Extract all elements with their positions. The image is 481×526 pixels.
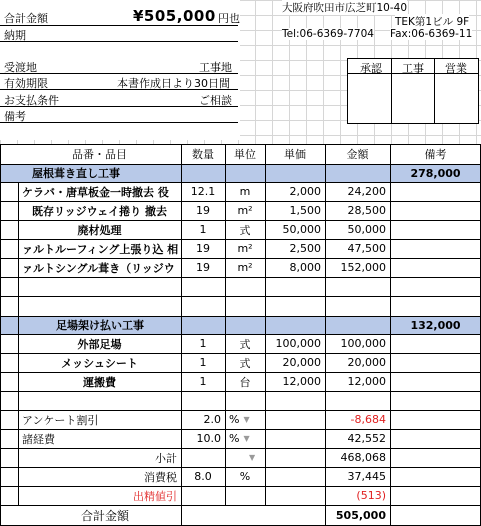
item-price[interactable]: 1,500: [289, 204, 321, 217]
stamp-approve-label: 承認: [360, 62, 382, 75]
dropdown-arrow-icon[interactable]: ▼: [243, 434, 250, 443]
item-qty[interactable]: 1: [199, 375, 207, 388]
item-name[interactable]: 外部足場: [77, 337, 122, 351]
item-name[interactable]: メッシュシート: [61, 356, 138, 370]
grand-total-label: 合計金額: [80, 509, 129, 523]
quote-info-panel: [0, 0, 240, 140]
remarks-label: 備考: [4, 110, 26, 123]
col-header-item: 品番・品目: [72, 148, 127, 161]
company-fax: Fax:06-6369-11: [390, 28, 473, 40]
estimate-table: [0, 144, 481, 526]
item-price[interactable]: 2,500: [289, 242, 321, 255]
item-amount: 50,000: [347, 223, 386, 236]
item-unit[interactable]: m²: [237, 261, 253, 274]
dropdown-arrow-icon[interactable]: ▼: [249, 453, 256, 462]
col-header-unit: 単位: [234, 148, 256, 161]
company-address-1: 大阪府吹田市広芝町10-40: [282, 2, 408, 14]
section-total-scaffold: 132,000: [410, 318, 461, 332]
special-discount-amount[interactable]: (513): [356, 489, 386, 502]
subtotal-amount: 468,068: [340, 451, 386, 464]
item-qty[interactable]: 1: [199, 223, 207, 236]
special-discount-label: 出精値引: [133, 489, 177, 503]
survey-discount-amount: -8,684: [350, 413, 386, 426]
item-name[interactable]: 廃材処理: [77, 223, 122, 237]
company-address-2: TEK第1ビル 9F: [395, 16, 470, 28]
approval-stamp-grid: [347, 58, 479, 124]
delivery-label: 納期: [4, 29, 26, 42]
validity-value: 本書作成日より30日間: [117, 77, 230, 90]
place-label: 受渡地: [4, 61, 37, 74]
item-name[interactable]: ケラバ・唐草板金一時撤去 役: [22, 185, 169, 199]
item-name[interactable]: 運搬費: [83, 375, 116, 389]
company-tel: Tel:06-6369-7704: [282, 28, 374, 40]
item-unit[interactable]: 台: [239, 375, 251, 389]
item-unit[interactable]: 式: [239, 223, 251, 237]
tax-amount: 37,445: [347, 470, 386, 483]
item-name[interactable]: 既存リッジウェイ捲り 撤去: [32, 204, 167, 218]
item-unit[interactable]: m: [239, 185, 251, 198]
section-title-scaffold: 足場架け払い工事: [56, 319, 144, 332]
misc-expense-amount: 42,552: [347, 432, 386, 445]
item-qty[interactable]: 19: [196, 242, 210, 255]
item-qty[interactable]: 1: [199, 337, 207, 350]
tax-label: 消費税: [144, 470, 177, 484]
validity-label: 有効期限: [4, 77, 48, 90]
dropdown-arrow-icon[interactable]: ▼: [243, 415, 250, 424]
misc-unit: %: [229, 432, 240, 445]
item-amount: 100,000: [340, 337, 386, 350]
item-qty[interactable]: 19: [196, 261, 210, 274]
item-price[interactable]: 100,000: [275, 337, 321, 350]
survey-discount-rate[interactable]: 2.0: [203, 413, 221, 426]
grand-total-amount: 505,000: [335, 509, 386, 522]
item-name[interactable]: ァルトルーフィング上張り込 相: [22, 242, 179, 256]
item-name[interactable]: ァルトシングル葺き（リッジウ: [22, 261, 175, 275]
item-amount: 12,000: [347, 375, 386, 388]
total-amount: ¥505,000: [133, 7, 216, 25]
item-unit[interactable]: 式: [239, 356, 251, 370]
item-price[interactable]: 12,000: [282, 375, 321, 388]
misc-expense-rate[interactable]: 10.0: [196, 432, 221, 445]
section-title-roof: 屋根葺き直し工事: [32, 167, 120, 180]
item-unit[interactable]: m²: [237, 242, 253, 255]
item-qty[interactable]: 12.1: [190, 185, 216, 198]
col-header-price: 単価: [284, 148, 306, 161]
item-amount: 28,500: [347, 204, 386, 217]
section-total-roof: 278,000: [410, 166, 461, 180]
item-unit[interactable]: 式: [239, 337, 251, 351]
place-value: 工事地: [199, 61, 232, 74]
item-price[interactable]: 2,000: [289, 185, 321, 198]
stamp-construction-label: 工事: [402, 62, 424, 75]
table-grid: [0, 144, 481, 526]
payment-label: お支払条件: [4, 94, 59, 107]
total-label: 合計金額: [4, 12, 48, 25]
item-price[interactable]: 20,000: [282, 356, 321, 369]
subtotal-label: 小計: [155, 451, 177, 465]
item-amount: 152,000: [340, 261, 386, 274]
item-price[interactable]: 8,000: [289, 261, 321, 274]
stamp-sales-label: 営業: [445, 62, 467, 75]
item-qty[interactable]: 1: [199, 356, 207, 369]
item-amount: 47,500: [347, 242, 386, 255]
item-amount: 24,200: [347, 185, 386, 198]
tax-unit: %: [239, 470, 251, 483]
item-unit[interactable]: m²: [237, 204, 253, 217]
col-header-amount: 金額: [346, 148, 369, 161]
item-price[interactable]: 50,000: [282, 223, 321, 236]
survey-discount-label: アンケート割引: [22, 413, 99, 427]
total-suffix: 円也: [218, 12, 240, 25]
survey-unit: %: [229, 413, 240, 426]
payment-value: ご相談: [199, 94, 232, 107]
col-header-remarks: 備考: [424, 148, 447, 161]
misc-expense-label: 諸経費: [22, 432, 55, 446]
tax-rate[interactable]: 8.0: [194, 470, 212, 483]
item-amount: 20,000: [347, 356, 386, 369]
col-header-qty: 数量: [192, 148, 214, 161]
item-qty[interactable]: 19: [196, 204, 210, 217]
